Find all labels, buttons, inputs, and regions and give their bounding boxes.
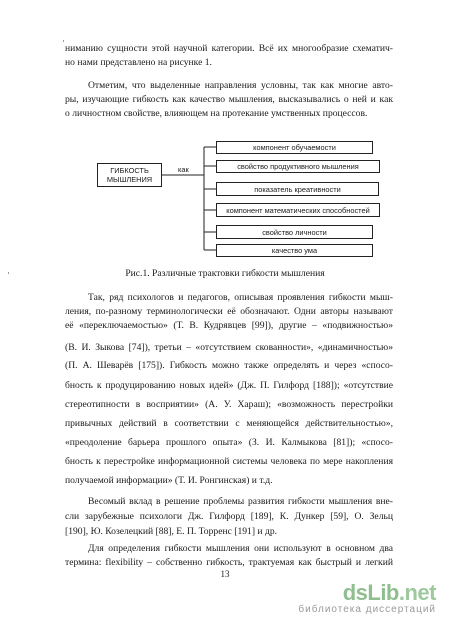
text-line: бность к перестройке информационной системы человека по мере накопления [65, 456, 393, 467]
text-line: [190], Ю. Козелецкий [88], Е. П. Торренс [191] и др. [65, 526, 278, 537]
text-line: ниманию сущности этой научной категории. Всё их многообразие схематич- [65, 43, 393, 54]
diagram-item-label: компонент обучаемости [253, 143, 336, 152]
text-line: её «переключаемостью» (Т. В. Кудрявцев [99]), другие – «подвижностью» [65, 320, 393, 331]
diagram-item-label: показатель креативности [254, 184, 341, 194]
scan-speck [63, 40, 64, 42]
text-line: привычных действий в соответствии с меняющейся действительностью», [65, 418, 393, 429]
watermark-logo [298, 580, 436, 615]
watermark-logo-tld: .net [398, 580, 436, 605]
text-line: ления, по-разному терминологически её обозначают. Одни авторы называют [65, 306, 393, 317]
center-box [97, 163, 162, 187]
diagram-item [216, 141, 373, 154]
text-line: но нами представлено на рисунке 1. [65, 57, 212, 68]
text-line: сли зарубежные психологи Дж. Гилфорд [189], К. Дункер [59], О. Зельц [65, 511, 393, 522]
text-line: термина: flexibility – собственно гибкость, трактуемая как быстрый и легкий [65, 557, 393, 568]
diagram-item-label: свойство личности [262, 227, 327, 237]
scan-speck [8, 272, 9, 274]
text-line: Так, ряд психологов и педагогов, описывая проявления гибкости мыш- [88, 292, 393, 303]
center-box-label: ГИБКОСТЬ МЫШЛЕНИЯ [106, 166, 153, 184]
text-line: «преодоление барьера прошлого опыта» (З. И. Калмыкова [81]); «спосо- [65, 437, 393, 448]
connector-label: как [178, 165, 189, 174]
text-line: (В. И. Зыкова [74]), третьи – «отсутствием скованности», «динамичностью» [65, 342, 393, 353]
text-line: Для определения гибкости мышления они используют в основном два [88, 543, 393, 554]
page-number: 13 [220, 569, 230, 579]
diagram-item [216, 203, 380, 217]
watermark-logo-main: dsLib [342, 580, 399, 605]
diagram-item-label: свойство продуктивного мышления [237, 162, 359, 171]
text-line: бность к продуцированию новых идей» (Дж. П. Гилфорд [188]); «отсутствие [65, 380, 393, 391]
diagram-item-label: компонент математических способностей [226, 205, 370, 215]
watermark-subtitle: библиотека диссертаций [298, 604, 436, 615]
text-line: (П. А. Шеварёв [175]). Гибкость можно также определять и через «спосо- [65, 360, 393, 371]
diagram-item-label: качество ума [271, 246, 318, 255]
text-line: о личностном свойстве, влияющем на протекание умственных процессов. [65, 108, 368, 119]
text-line: стереотипности в восприятии» (А. У. Хараш); «возможность перестройки [65, 399, 393, 410]
diagram-item [216, 244, 373, 257]
diagram-item [216, 182, 379, 196]
text-line: ры, изучающие гибкость как качество мышления, высказывались о ней и как [65, 94, 393, 105]
text-line: Отметим, что выделенные направления условны, так как многие авто- [88, 80, 393, 91]
diagram-item [216, 160, 380, 173]
figure-caption: Рис.1. Различные трактовки гибкости мышления [125, 268, 325, 279]
diagram-item [216, 225, 373, 239]
text-line: получаемой информации» (Т. И. Ронгинская) и т.д. [65, 475, 273, 486]
text-line: Весомый вклад в решение проблемы развития гибкости мышления вне- [88, 496, 393, 507]
